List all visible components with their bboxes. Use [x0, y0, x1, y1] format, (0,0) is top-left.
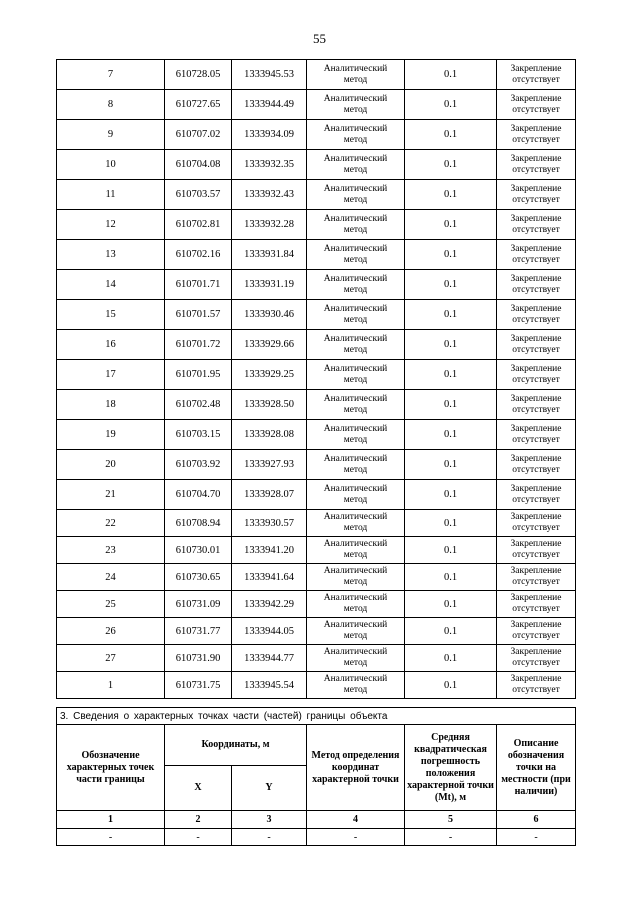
method-cell-line: метод [343, 434, 368, 445]
accuracy-cell: 0.1 [405, 300, 497, 330]
x-coordinate-cell: 610708.94 [165, 510, 232, 537]
x-coordinate-cell: 610701.95 [165, 360, 232, 390]
method-cell-line: метод [343, 314, 368, 325]
fixing-cell [497, 618, 576, 645]
fixing-cell-line: отсутствует [512, 104, 560, 115]
fixing-cell-line: Закрепление [510, 593, 562, 603]
point-number-cell: 20 [57, 450, 165, 480]
method-cell-line: Аналитический [323, 483, 388, 494]
y-coordinate-cell: 1333928.50 [232, 390, 307, 420]
method-cell [307, 480, 405, 510]
column-number: 4 [307, 811, 405, 829]
x-coordinate-cell: 610702.81 [165, 210, 232, 240]
accuracy-cell: 0.1 [405, 240, 497, 270]
accuracy-cell: 0.1 [405, 90, 497, 120]
x-coordinate-cell: 610707.02 [165, 120, 232, 150]
fixing-cell-line: отсутствует [512, 164, 560, 175]
fixing-cell-line: отсутствует [512, 374, 560, 385]
method-cell-line: Аналитический [323, 333, 388, 344]
table-row [57, 330, 576, 360]
x-coordinate-cell: 610704.70 [165, 480, 232, 510]
y-coordinate-cell: 1333932.43 [232, 180, 307, 210]
fixing-cell [497, 510, 576, 537]
x-coordinate-cell: 610701.57 [165, 300, 232, 330]
fixing-cell [497, 645, 576, 672]
fixing-cell-line: Закрепление [510, 63, 562, 74]
y-coordinate-cell: 1333931.84 [232, 240, 307, 270]
fixing-cell [497, 60, 576, 90]
fixing-cell-line: отсутствует [512, 494, 560, 505]
x-coordinate-cell: 610702.16 [165, 240, 232, 270]
fixing-cell-line: Закрепление [510, 183, 562, 194]
accuracy-cell: 0.1 [405, 270, 497, 300]
fixing-cell-line: отсутствует [512, 254, 560, 265]
fixing-cell-line: отсутствует [512, 523, 560, 533]
y-coordinate-cell: 1333944.05 [232, 618, 307, 645]
x-coordinate-cell: 610731.90 [165, 645, 232, 672]
fixing-cell-line: отсутствует [512, 604, 560, 614]
fixing-cell-line: Закрепление [510, 123, 562, 134]
method-cell-line: Аналитический [323, 593, 388, 603]
accuracy-cell: 0.1 [405, 150, 497, 180]
method-cell-line: метод [343, 685, 368, 695]
empty-cell: - [405, 829, 497, 846]
method-cell-line: метод [343, 134, 368, 145]
fixing-cell-line: Закрепление [510, 512, 562, 522]
accuracy-cell: 0.1 [405, 450, 497, 480]
header-method: Метод определения координат характерной точки [307, 725, 405, 811]
point-number-cell: 7 [57, 60, 165, 90]
fixing-cell [497, 450, 576, 480]
x-coordinate-cell: 610727.65 [165, 90, 232, 120]
column-numbers-row [57, 811, 576, 829]
accuracy-cell: 0.1 [405, 591, 497, 618]
y-coordinate-cell: 1333928.07 [232, 480, 307, 510]
y-coordinate-cell: 1333945.54 [232, 672, 307, 699]
accuracy-cell: 0.1 [405, 480, 497, 510]
point-number-cell: 1 [57, 672, 165, 699]
method-cell-line: Аналитический [323, 566, 388, 576]
table-row [57, 240, 576, 270]
point-number-cell: 13 [57, 240, 165, 270]
y-coordinate-cell: 1333928.08 [232, 420, 307, 450]
accuracy-cell: 0.1 [405, 645, 497, 672]
method-cell-line: Аналитический [323, 674, 388, 684]
accuracy-cell: 0.1 [405, 330, 497, 360]
accuracy-cell: 0.1 [405, 537, 497, 564]
method-cell [307, 300, 405, 330]
method-cell [307, 420, 405, 450]
method-cell [307, 537, 405, 564]
method-cell [307, 240, 405, 270]
method-cell [307, 591, 405, 618]
table-row [57, 420, 576, 450]
method-cell-line: метод [343, 224, 368, 235]
point-number-cell: 23 [57, 537, 165, 564]
point-number-cell: 25 [57, 591, 165, 618]
method-cell [307, 645, 405, 672]
y-coordinate-cell: 1333931.19 [232, 270, 307, 300]
method-cell-line: Аналитический [323, 512, 388, 522]
table-row [57, 390, 576, 420]
fixing-cell-line: Закрепление [510, 647, 562, 657]
fixing-cell-line: Закрепление [510, 620, 562, 630]
fixing-cell-line: Закрепление [510, 93, 562, 104]
fixing-cell-line: отсутствует [512, 134, 560, 145]
fixing-cell-line: Закрепление [510, 453, 562, 464]
header-y: Y [232, 766, 307, 811]
empty-cell: - [57, 829, 165, 846]
table-row [57, 90, 576, 120]
method-cell-line: метод [343, 104, 368, 115]
y-coordinate-cell: 1333944.49 [232, 90, 307, 120]
y-coordinate-cell: 1333934.09 [232, 120, 307, 150]
fixing-cell-line: отсутствует [512, 631, 560, 641]
table-row [57, 210, 576, 240]
fixing-cell-line: отсутствует [512, 284, 560, 295]
point-number-cell: 19 [57, 420, 165, 450]
x-coordinate-cell: 610703.15 [165, 420, 232, 450]
fixing-cell-line: Закрепление [510, 333, 562, 344]
x-coordinate-cell: 610731.09 [165, 591, 232, 618]
method-cell [307, 390, 405, 420]
fixing-cell [497, 480, 576, 510]
method-cell-line: Аналитический [323, 273, 388, 284]
y-coordinate-cell: 1333929.66 [232, 330, 307, 360]
table-row [57, 450, 576, 480]
method-cell-line: метод [343, 164, 368, 175]
empty-row [57, 829, 576, 846]
empty-cell: - [165, 829, 232, 846]
fixing-cell-line: отсутствует [512, 464, 560, 475]
fixing-cell [497, 672, 576, 699]
fixing-cell [497, 420, 576, 450]
accuracy-cell: 0.1 [405, 420, 497, 450]
method-cell [307, 564, 405, 591]
method-cell [307, 120, 405, 150]
section-title: 3. Сведения о характерных точках части (частей) границы объекта [57, 708, 576, 725]
fixing-cell [497, 564, 576, 591]
point-number-cell: 16 [57, 330, 165, 360]
fixing-cell-line: отсутствует [512, 685, 560, 695]
header-designation: Обозначение характерных точек части границы [57, 725, 165, 811]
y-coordinate-cell: 1333932.35 [232, 150, 307, 180]
x-coordinate-cell: 610731.75 [165, 672, 232, 699]
y-coordinate-cell: 1333944.77 [232, 645, 307, 672]
method-cell-line: Аналитический [323, 213, 388, 224]
method-cell-line: Аналитический [323, 393, 388, 404]
fixing-cell-line: Закрепление [510, 423, 562, 434]
header-coordinates: Координаты, м [165, 725, 307, 766]
x-coordinate-cell: 610701.71 [165, 270, 232, 300]
point-number-cell: 21 [57, 480, 165, 510]
x-coordinate-cell: 610702.48 [165, 390, 232, 420]
fixing-cell [497, 537, 576, 564]
fixing-cell-line: Закрепление [510, 674, 562, 684]
fixing-cell-line: Закрепление [510, 363, 562, 374]
page-number: 55 [313, 31, 326, 46]
method-cell-line: метод [343, 194, 368, 205]
column-number: 2 [165, 811, 232, 829]
x-coordinate-cell: 610701.72 [165, 330, 232, 360]
fixing-cell-line: Закрепление [510, 153, 562, 164]
accuracy-cell: 0.1 [405, 60, 497, 90]
fixing-cell [497, 210, 576, 240]
empty-cell: - [307, 829, 405, 846]
method-cell-line: Аналитический [323, 423, 388, 434]
table-row [57, 270, 576, 300]
method-cell-line: метод [343, 604, 368, 614]
table-row [57, 300, 576, 330]
method-cell-line: Аналитический [323, 243, 388, 254]
point-number-cell: 26 [57, 618, 165, 645]
method-cell-line: метод [343, 464, 368, 475]
accuracy-cell: 0.1 [405, 210, 497, 240]
method-cell-line: метод [343, 494, 368, 505]
column-number: 5 [405, 811, 497, 829]
accuracy-cell: 0.1 [405, 564, 497, 591]
x-coordinate-cell: 610730.65 [165, 564, 232, 591]
table-row [57, 480, 576, 510]
y-coordinate-cell: 1333930.57 [232, 510, 307, 537]
method-cell-line: Аналитический [323, 183, 388, 194]
table-row [57, 672, 576, 699]
table-row [57, 618, 576, 645]
fixing-cell-line: отсутствует [512, 344, 560, 355]
method-cell-line: метод [343, 523, 368, 533]
y-coordinate-cell: 1333929.25 [232, 360, 307, 390]
method-cell-line: Аналитический [323, 93, 388, 104]
fixing-cell [497, 90, 576, 120]
method-cell [307, 510, 405, 537]
method-cell-line: Аналитический [323, 153, 388, 164]
method-cell [307, 150, 405, 180]
accuracy-cell: 0.1 [405, 510, 497, 537]
table-row [57, 645, 576, 672]
method-cell [307, 60, 405, 90]
method-cell-line: Аналитический [323, 123, 388, 134]
table-row [57, 510, 576, 537]
method-cell-line: метод [343, 577, 368, 587]
section-table [56, 707, 576, 846]
fixing-cell-line: отсутствует [512, 577, 560, 587]
method-cell-line: Аналитический [323, 647, 388, 657]
fixing-cell-line: отсутствует [512, 658, 560, 668]
fixing-cell-line: отсутствует [512, 550, 560, 560]
fixing-cell-line: отсутствует [512, 434, 560, 445]
table-row [57, 150, 576, 180]
fixing-cell-line: отсутствует [512, 404, 560, 415]
fixing-cell [497, 591, 576, 618]
table-row [57, 591, 576, 618]
y-coordinate-cell: 1333932.28 [232, 210, 307, 240]
fixing-cell-line: Закрепление [510, 273, 562, 284]
accuracy-cell: 0.1 [405, 180, 497, 210]
table-row [57, 537, 576, 564]
method-cell [307, 360, 405, 390]
y-coordinate-cell: 1333945.53 [232, 60, 307, 90]
y-coordinate-cell: 1333941.64 [232, 564, 307, 591]
fixing-cell-line: отсутствует [512, 74, 560, 85]
fixing-cell [497, 360, 576, 390]
method-cell [307, 618, 405, 645]
point-number-cell: 8 [57, 90, 165, 120]
point-number-cell: 11 [57, 180, 165, 210]
method-cell-line: Аналитический [323, 453, 388, 464]
method-cell-line: метод [343, 344, 368, 355]
point-number-cell: 12 [57, 210, 165, 240]
method-cell-line: Аналитический [323, 303, 388, 314]
header-description: Описание обозначения точки на местности (при наличии) [497, 725, 576, 811]
empty-cell: - [497, 829, 576, 846]
fixing-cell-line: отсутствует [512, 194, 560, 205]
method-cell-line: Аналитический [323, 539, 388, 549]
method-cell [307, 270, 405, 300]
column-number: 3 [232, 811, 307, 829]
x-coordinate-cell: 610704.08 [165, 150, 232, 180]
fixing-cell-line: Закрепление [510, 539, 562, 549]
point-number-cell: 27 [57, 645, 165, 672]
fixing-cell-line: Закрепление [510, 566, 562, 576]
table-row [57, 360, 576, 390]
method-cell-line: метод [343, 254, 368, 265]
method-cell-line: метод [343, 284, 368, 295]
header-accuracy: Средняя квадратическая погрешность положения характерной точки (Mt), м [405, 725, 497, 811]
point-number-cell: 24 [57, 564, 165, 591]
fixing-cell-line: Закрепление [510, 303, 562, 314]
accuracy-cell: 0.1 [405, 672, 497, 699]
fixing-cell [497, 240, 576, 270]
fixing-cell-line: Закрепление [510, 393, 562, 404]
x-coordinate-cell: 610728.05 [165, 60, 232, 90]
table-row [57, 180, 576, 210]
x-coordinate-cell: 610703.92 [165, 450, 232, 480]
accuracy-cell: 0.1 [405, 390, 497, 420]
method-cell-line: Аналитический [323, 620, 388, 630]
point-number-cell: 14 [57, 270, 165, 300]
points-table [56, 59, 576, 699]
accuracy-cell: 0.1 [405, 360, 497, 390]
y-coordinate-cell: 1333941.20 [232, 537, 307, 564]
method-cell-line: метод [343, 74, 368, 85]
x-coordinate-cell: 610730.01 [165, 537, 232, 564]
point-number-cell: 9 [57, 120, 165, 150]
point-number-cell: 15 [57, 300, 165, 330]
x-coordinate-cell: 610731.77 [165, 618, 232, 645]
method-cell-line: метод [343, 658, 368, 668]
method-cell [307, 90, 405, 120]
fixing-cell [497, 150, 576, 180]
method-cell-line: Аналитический [323, 63, 388, 74]
fixing-cell [497, 330, 576, 360]
method-cell [307, 330, 405, 360]
fixing-cell [497, 300, 576, 330]
method-cell-line: метод [343, 404, 368, 415]
column-number: 1 [57, 811, 165, 829]
point-number-cell: 17 [57, 360, 165, 390]
column-number: 6 [497, 811, 576, 829]
point-number-cell: 10 [57, 150, 165, 180]
x-coordinate-cell: 610703.57 [165, 180, 232, 210]
accuracy-cell: 0.1 [405, 618, 497, 645]
y-coordinate-cell: 1333927.93 [232, 450, 307, 480]
method-cell-line: метод [343, 550, 368, 560]
y-coordinate-cell: 1333930.46 [232, 300, 307, 330]
method-cell [307, 672, 405, 699]
accuracy-cell: 0.1 [405, 120, 497, 150]
method-cell [307, 180, 405, 210]
fixing-cell [497, 120, 576, 150]
fixing-cell-line: Закрепление [510, 213, 562, 224]
table-row [57, 60, 576, 90]
table-row [57, 120, 576, 150]
method-cell-line: метод [343, 631, 368, 641]
fixing-cell [497, 180, 576, 210]
fixing-cell-line: Закрепление [510, 483, 562, 494]
y-coordinate-cell: 1333942.29 [232, 591, 307, 618]
fixing-cell-line: Закрепление [510, 243, 562, 254]
fixing-cell-line: отсутствует [512, 224, 560, 235]
header-x: X [165, 766, 232, 811]
method-cell-line: Аналитический [323, 363, 388, 374]
fixing-cell [497, 270, 576, 300]
method-cell [307, 210, 405, 240]
fixing-cell [497, 390, 576, 420]
method-cell-line: метод [343, 374, 368, 385]
empty-cell: - [232, 829, 307, 846]
point-number-cell: 22 [57, 510, 165, 537]
point-number-cell: 18 [57, 390, 165, 420]
method-cell [307, 450, 405, 480]
fixing-cell-line: отсутствует [512, 314, 560, 325]
table-row [57, 564, 576, 591]
